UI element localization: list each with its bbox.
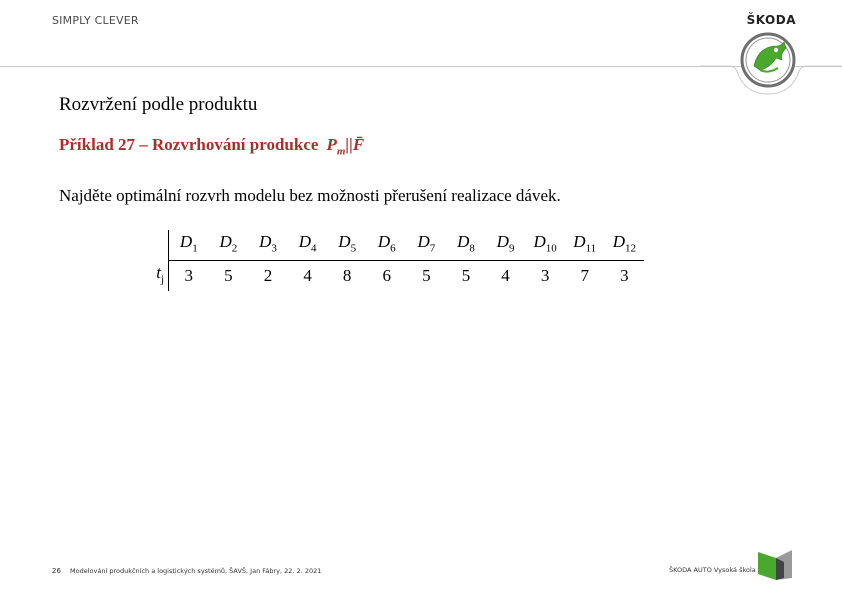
table-cell: 4 [303,266,312,286]
table-cell: 4 [501,266,510,286]
table-cell: 3 [540,266,550,286]
school-logo-icon [756,548,796,584]
task-text: Najděte optimální rozvrh modelu bez možnosti přerušení realizace dávek. [59,186,561,205]
processing-times-table [138,230,644,291]
brand-wordmark: ŠKODA [746,13,796,27]
column-header-sub: 8 [469,242,475,255]
table-cell: 2 [263,266,273,286]
column-header [486,230,526,261]
notation-sub: m [336,145,346,158]
column-header-main: D [496,232,509,251]
column-header [169,230,209,261]
table-cell: 6 [382,266,392,286]
column-header-main: D [417,232,430,251]
column-header-main: D [533,232,546,251]
slide-title: Rozvržení podle produktu [59,94,258,115]
notation-rest: ||F̄ [345,135,365,154]
table-cell: 5 [422,266,431,286]
column-header [209,230,249,261]
example-title [59,135,364,157]
column-header-main: D [377,232,391,251]
table-cell: 8 [342,266,352,286]
column-header-main: D [179,232,193,251]
column-header-sub: 1 [192,242,198,255]
column-header-main: D [298,232,311,251]
row-label-main: t [156,262,161,282]
column-header-sub: 12 [624,242,636,255]
column-header-main: D [219,232,232,251]
column-header-sub: 10 [545,242,557,255]
column-header [407,230,447,261]
table-cell: 5 [461,266,471,286]
table-cell: 3 [620,266,629,286]
column-header-sub: 9 [508,242,515,255]
footer-brand: ŠKODA AUTO Vysoká škola [669,566,756,574]
column-header-main: D [573,232,586,251]
footer-text: Modelování produkčních a logistických systémů, ŠAVŠ, Jan Fábry, 22. 2. 2021 [70,567,322,575]
row-label-sub: j [160,273,164,286]
column-header [288,230,328,261]
column-header-main: D [612,232,625,251]
table-header-row [138,230,644,261]
table-cell: 3 [169,261,209,291]
column-header-sub: 2 [231,242,238,255]
table-row [138,261,644,291]
row-label [138,261,169,291]
column-header-sub: 6 [390,242,396,255]
page-number: 26 [52,567,61,575]
column-header-sub: 7 [429,242,436,255]
column-header-main: D [457,232,470,251]
column-header-main: D [259,232,272,251]
table-corner [138,230,169,261]
column-header-sub: 4 [310,242,317,255]
slogan: SIMPLY CLEVER [52,14,139,27]
column-header [525,230,565,261]
example-title-text: Příklad 27 – Rozvrhování produkce [59,135,319,154]
notation-main: P [326,135,337,154]
scheduling-notation [326,135,365,158]
table-cell: 7 [580,266,589,286]
column-header [367,230,407,261]
column-header-main: D [338,232,351,251]
table-cell: 5 [224,266,233,286]
column-header [327,230,367,261]
column-header [605,230,645,261]
column-header-sub: 5 [350,242,357,255]
column-header-sub: 11 [585,242,597,255]
column-header-sub: 3 [271,242,277,255]
skoda-logo-icon [700,28,842,100]
column-header [446,230,486,261]
column-header [565,230,605,261]
column-header [248,230,288,261]
